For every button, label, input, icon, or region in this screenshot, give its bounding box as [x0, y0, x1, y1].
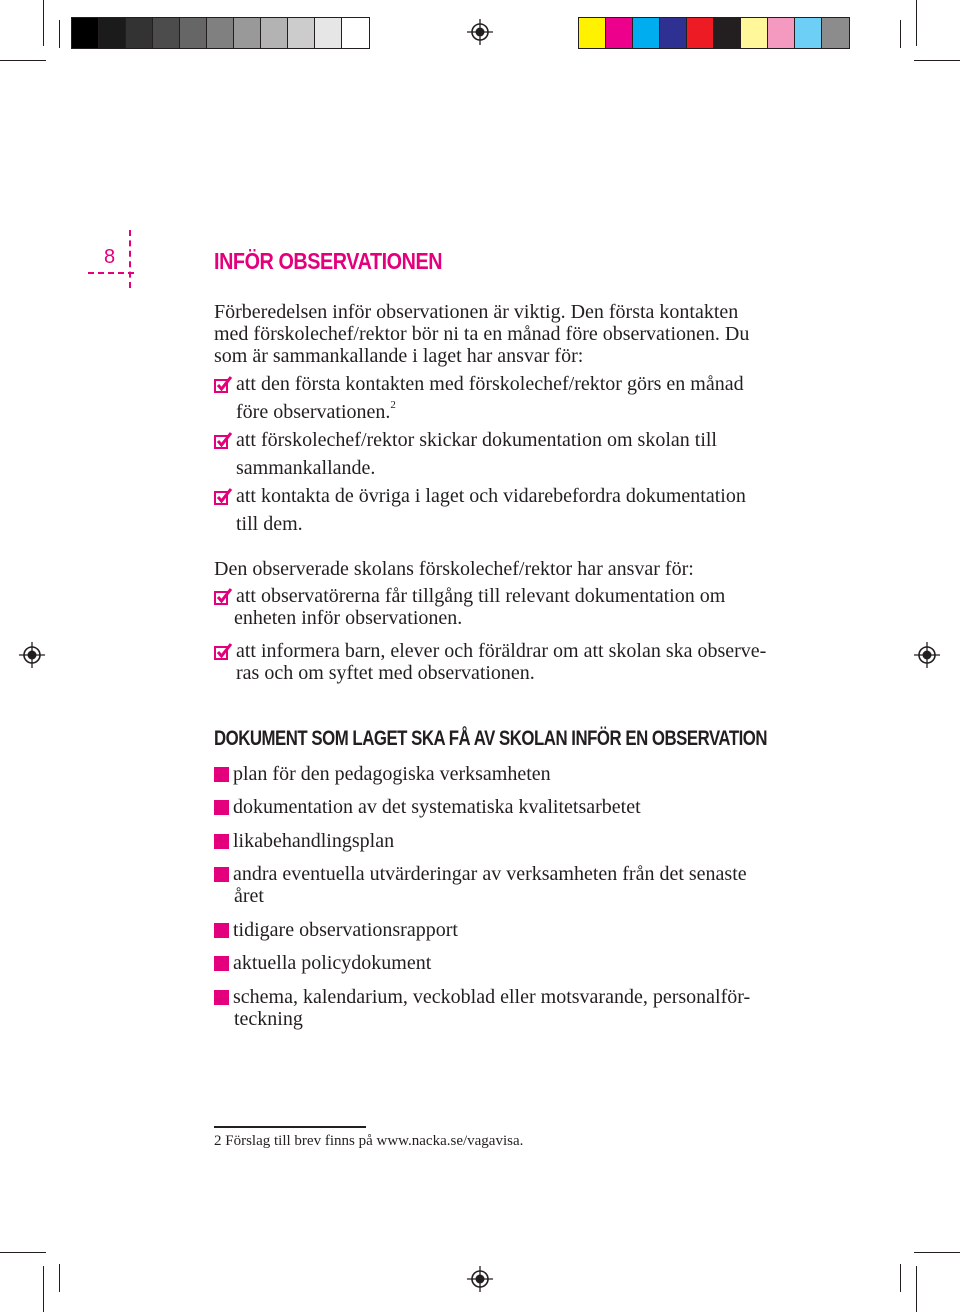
square-bullet-icon: [214, 956, 229, 971]
registration-target-icon: [19, 642, 45, 668]
list-item-text: aktuella policydokument: [233, 952, 432, 974]
intro-paragraph: [214, 301, 814, 367]
intro-line: som är sammankallande i laget har ansvar för:: [214, 345, 584, 367]
checkbox-check-icon: [214, 376, 233, 393]
list-item-text: att kontakta de övriga i laget och vidarebefordra dokumentation: [236, 485, 746, 507]
registration-target-icon: [914, 642, 940, 668]
list-item-text: att observatörerna får tillgång till relevant dokumentation om: [236, 585, 726, 607]
color-swatch: [606, 18, 633, 48]
registration-target-icon: [467, 19, 493, 45]
color-swatch: [633, 18, 660, 48]
color-swatch: [153, 18, 180, 48]
list-item-text: andra eventuella utvärderingar av verksamheten från det senaste: [233, 863, 747, 885]
intro-line: med förskolechef/rektor bör ni ta en månad före observationen. Du: [214, 323, 750, 345]
list-item-text: teckning: [234, 1008, 303, 1030]
checkbox-check-icon: [214, 588, 233, 605]
section-heading-infor-observationen: INFÖR OBSERVATIONEN: [214, 248, 443, 274]
square-bullet-icon: [214, 834, 229, 849]
list-item-text: att förskolechef/rektor skickar dokumentation om skolan till: [236, 429, 717, 451]
color-swatch: [768, 18, 795, 48]
color-swatch: [126, 18, 153, 48]
color-swatch: [72, 18, 99, 48]
list-item-text: sammankallande.: [236, 457, 376, 479]
color-swatch: [234, 18, 261, 48]
color-swatch: [579, 18, 606, 48]
square-bullet-icon: [214, 990, 229, 1005]
footnote-reference: 2: [390, 399, 396, 411]
checkbox-check-icon: [214, 432, 233, 449]
list-item-text: året: [234, 885, 264, 907]
color-swatch: [99, 18, 126, 48]
list-item-text: ras och om syftet med observationen.: [236, 662, 535, 684]
color-swatch: [714, 18, 741, 48]
page-number: 8: [104, 246, 116, 268]
list-item-text: tidigare observationsrapport: [233, 919, 458, 941]
list-item-text: likabehandlingsplan: [233, 830, 395, 852]
color-swatch: [741, 18, 768, 48]
list-item-text: före observationen.: [236, 401, 391, 423]
registration-target-icon: [467, 1266, 493, 1292]
list-item-text: enheten inför observationen.: [234, 607, 463, 629]
color-swatch: [795, 18, 822, 48]
list-item-text: schema, kalendarium, veckoblad eller motsvarande, personalför-: [233, 986, 751, 1008]
square-bullet-icon: [214, 923, 229, 938]
folio-dashed-line-horizontal: [88, 272, 134, 274]
square-bullet-icon: [214, 767, 229, 782]
color-swatch: [261, 18, 288, 48]
color-swatch: [207, 18, 234, 48]
list-item-text: till dem.: [236, 513, 303, 535]
checkbox-check-icon: [214, 643, 233, 660]
list-item-text: att informera barn, elever och föräldrar om att skolan ska observe-: [236, 640, 767, 662]
section-heading-dokument: DOKUMENT SOM LAGET SKA FÅ AV SKOLAN INFÖR EN OBSERVATION: [214, 727, 768, 750]
footnote-rule: [214, 1126, 366, 1128]
responsibility-paragraph: Den observerade skolans förskolechef/rektor har ansvar för:: [214, 558, 694, 580]
color-swatch: [822, 18, 849, 48]
color-swatch: [288, 18, 315, 48]
square-bullet-icon: [214, 867, 229, 882]
list-item-text: plan för den pedagogiska verksamheten: [233, 763, 551, 785]
color-swatch: [687, 18, 714, 48]
square-bullet-icon: [214, 800, 229, 815]
color-swatch: [315, 18, 342, 48]
checkbox-check-icon: [214, 488, 233, 505]
color-swatch: [180, 18, 207, 48]
footnote: 2 Förslag till brev finns på www.nacka.se/vagavisa.: [214, 1133, 524, 1149]
intro-line: Förberedelsen inför observationen är viktig. Den första kontakten: [214, 301, 739, 323]
color-swatch: [660, 18, 687, 48]
process-color-bar: [578, 17, 850, 49]
gray-color-bar: [71, 17, 370, 49]
list-item-text: dokumentation av det systematiska kvalitetsarbetet: [233, 796, 641, 818]
folio-dashed-line-vertical: [129, 230, 131, 288]
list-item-text: att den första kontakten med förskolechef/rektor görs en månad: [236, 373, 744, 395]
color-swatch: [342, 18, 369, 48]
